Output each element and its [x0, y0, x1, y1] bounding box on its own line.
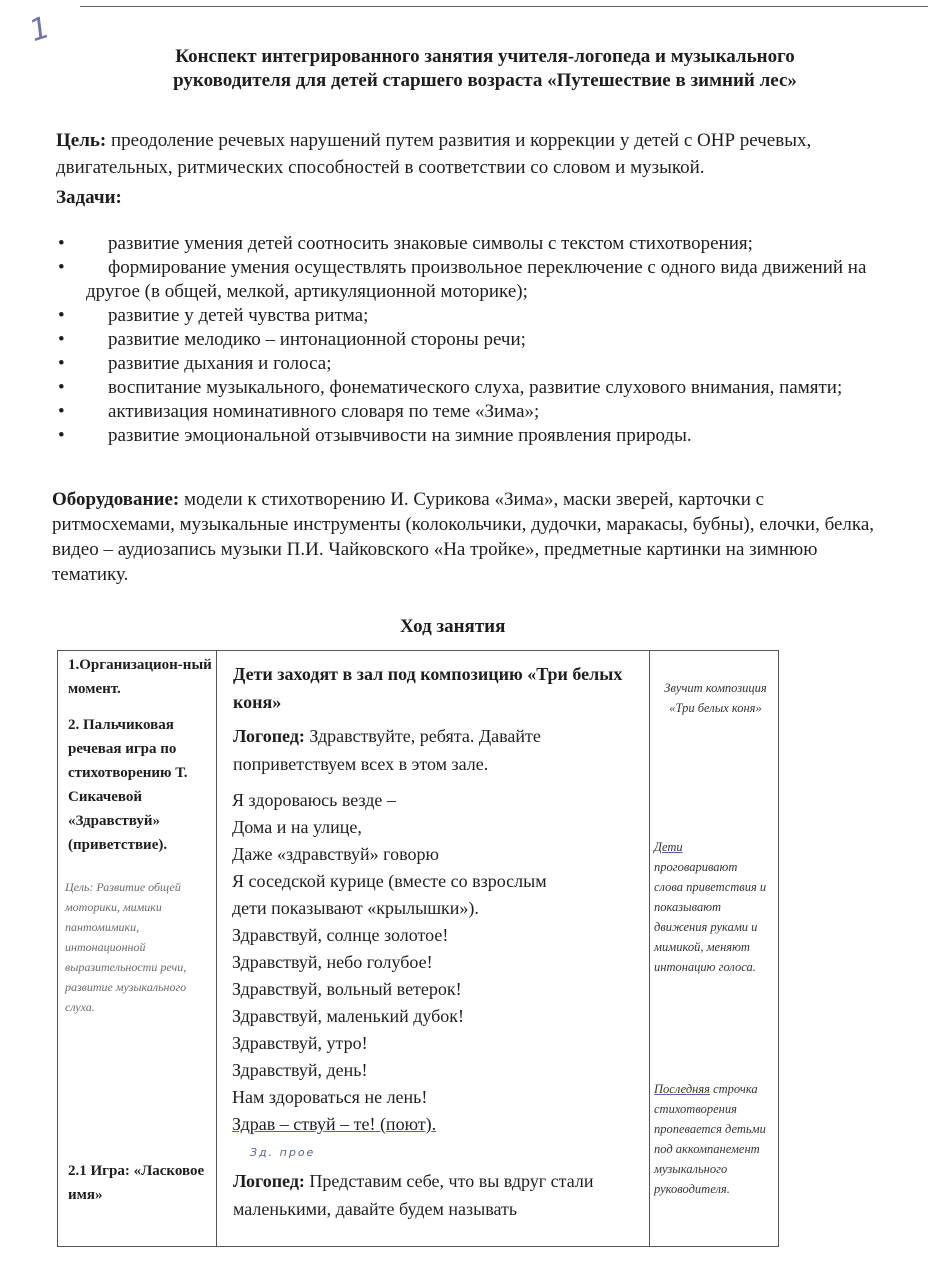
bullet-icon: •	[58, 401, 65, 422]
equipment-text: модели к стихотворению И. Сурикова «Зима», маски зверей, карточки с ритмосхемами, музыкальные инструменты (колокольчики, дудочки, маракасы, бубны), елочки, белка, видео – аудиозапись музыки П.И. Чайковского «На тройке», предметные картинки на зимнюю тематику.	[52, 489, 875, 585]
tasks-heading: Задачи:	[56, 187, 122, 208]
poem-line: Здравствуй, утро!	[232, 1033, 368, 1053]
equipment-label: Оборудование:	[52, 489, 180, 510]
poem-line: Даже «здравствуй» говорю	[232, 844, 439, 864]
goal-text: преодоление речевых нарушений путем развития и коррекции у детей с ОНР речевых, двигательных, ритмических способностей в соответствии со словом и музыкой.	[56, 130, 812, 178]
poem-line: дети показывают «крылышки»).	[232, 898, 479, 918]
document-title: Конспект интегрированного занятия учителя-логопеда и музыкального руководителя для детей старшего возраста «Путешествие в зимний лес»	[173, 46, 797, 91]
poem-line: Здравствуй, вольный ветерок!	[232, 979, 462, 999]
goal-paragraph	[56, 127, 876, 181]
list-item: • развитие дыхания и голоса;	[58, 353, 332, 374]
section-title: Ход занятия	[400, 616, 506, 637]
poem-line: Я соседской курице (вместе со взрослым	[232, 871, 547, 891]
stage-2-label: 2. Пальчиковая речевая игра по стихотворению Т. Сикачевой «Здравствуй» (приветствие).	[68, 717, 188, 853]
note-music: Звучит композиция «Три белых коня»	[664, 681, 767, 715]
poem-line: Здравствуй, солнце золотое!	[232, 925, 449, 945]
bullet-icon: •	[58, 233, 65, 254]
bullet-icon: •	[58, 329, 65, 350]
content-greeting: Логопед: Здравствуйте, ребята. Давайте поприветствуем всех в этом зале.	[233, 726, 541, 774]
list-item: • развитие мелодико – интонационной стороны речи;	[58, 329, 526, 350]
list-item: • развитие эмоциональной отзывчивости на зимние проявления природы.	[58, 425, 692, 446]
bullet-icon: •	[58, 353, 65, 374]
poem-line: Дома и на улице,	[232, 817, 362, 837]
tasks-list	[56, 232, 876, 448]
equipment-paragraph	[52, 487, 882, 587]
bullet-icon: •	[58, 257, 65, 278]
lesson-table	[57, 650, 779, 1247]
list-item: • развитие умения детей соотносить знаковые символы с текстом стихотворения;	[58, 233, 753, 254]
bullet-icon: •	[58, 425, 65, 446]
table-column-stages	[58, 651, 217, 1246]
top-border-line	[80, 6, 928, 7]
content-heading: Дети заходят в зал под композицию «Три белых коня»	[233, 664, 623, 712]
stage-1-label: 1.Организацион-ный момент.	[68, 657, 212, 697]
stage-2-goal: Цель: Развитие общей моторики, мимики пантомимики, интонационной выразительности речи, развитие музыкального слуха.	[65, 880, 187, 1014]
speaker-label: Логопед:	[233, 726, 305, 746]
poem-line: Здрав – ствуй – те! (поют).	[232, 1114, 437, 1134]
bullet-icon: •	[58, 305, 65, 326]
poem-line: Здравствуй, небо голубое!	[232, 952, 433, 972]
poem-line: Нам здороваться не лень!	[232, 1087, 428, 1107]
handwritten-note: Зд. прое	[250, 1146, 316, 1159]
note-last-line: Последняя строчка стихотворения пропевается детьми под аккомпанемент музыкального руководителя.	[654, 1082, 766, 1196]
poem-line: Я здороваюсь везде –	[232, 790, 396, 810]
stage-2-1-label: 2.1 Игра: «Ласковое имя»	[68, 1163, 205, 1203]
goal-label: Цель:	[56, 130, 107, 151]
list-item: • воспитание музыкального, фонематического слуха, развитие слухового внимания, памяти;	[58, 377, 843, 398]
table-column-notes	[650, 651, 778, 1246]
poem-line: Здравствуй, день!	[232, 1060, 368, 1080]
page-number: 1	[25, 9, 55, 50]
speaker-label: Логопед:	[233, 1171, 305, 1191]
list-item: • развитие у детей чувства ритма;	[58, 305, 369, 326]
poem-line: Здравствуй, маленький дубок!	[232, 1006, 465, 1026]
list-item: • активизация номинативного словаря по теме «Зима»;	[58, 401, 540, 422]
note-children-speak: Дети проговаривают слова приветствия и показывают движения руками и мимикой, меняют интонацию голоса.	[654, 840, 767, 974]
bullet-icon: •	[58, 377, 65, 398]
list-item: • формирование умения осуществлять произвольное переключение с одного вида движений на другое (в общей, мелкой, артикуляционной моторике);	[58, 257, 867, 302]
poem-text	[232, 787, 647, 1138]
content-game: Логопед: Представим себе, что вы вдруг стали маленькими, давайте будем называть	[233, 1171, 594, 1219]
